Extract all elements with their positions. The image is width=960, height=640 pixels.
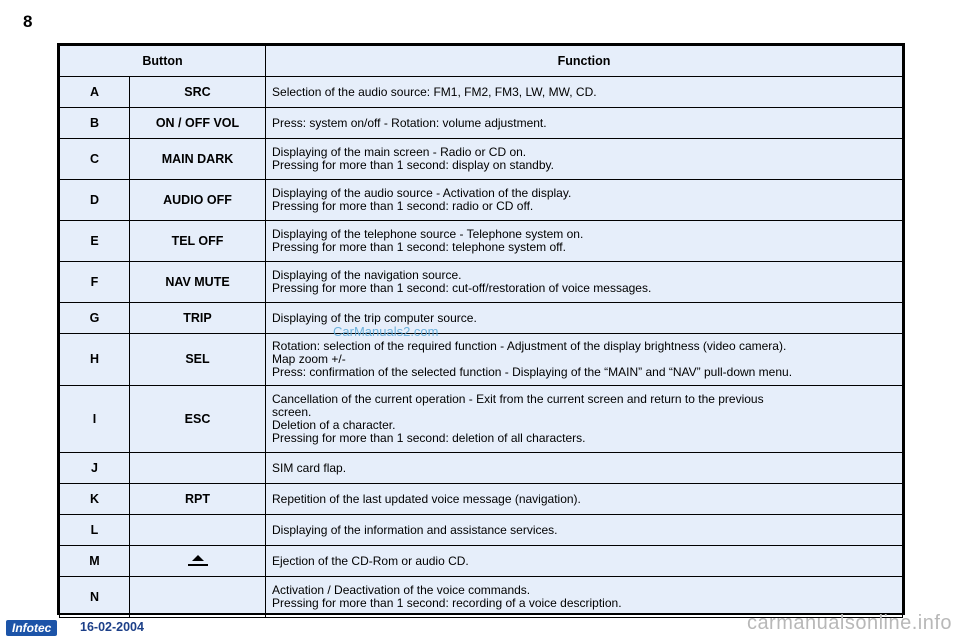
row-letter: I (60, 386, 130, 453)
eject-icon (188, 555, 208, 567)
row-function: Displaying of the trip computer source. (266, 303, 903, 334)
row-function: Selection of the audio source: FM1, FM2, FM3, LW, MW, CD. (266, 77, 903, 108)
row-button-name (130, 577, 266, 618)
row-button-name: ON / OFF VOL (130, 108, 266, 139)
row-letter: H (60, 334, 130, 386)
table-row (60, 546, 903, 577)
infotec-logo: Infotec (6, 620, 57, 636)
row-letter: N (60, 577, 130, 618)
row-button-name: ESC (130, 386, 266, 453)
row-letter: E (60, 221, 130, 262)
row-button-name: MAIN DARK (130, 139, 266, 180)
row-button-name: SEL (130, 334, 266, 386)
row-function: Activation / Deactivation of the voice commands. Pressing for more than 1 second: recording of a voice description. (266, 577, 903, 618)
row-function: Rotation: selection of the required function - Adjustment of the display brightness (video camera). Map zoom +/- Press: confirmation of the selected function - Displaying of the “MAIN” and “NAV” pull-down menu. (266, 334, 903, 386)
row-button-name: RPT (130, 484, 266, 515)
row-button-name: TRIP (130, 303, 266, 334)
row-function: Press: system on/off - Rotation: volume adjustment. (266, 108, 903, 139)
table-row (60, 453, 903, 484)
header-button: Button (60, 46, 266, 77)
row-button-name (130, 453, 266, 484)
row-function: Ejection of the CD-Rom or audio CD. (266, 546, 903, 577)
row-button-name: SRC (130, 77, 266, 108)
footer-date: 16-02-2004 (80, 620, 144, 634)
watermark-text: CarManuals2.com (333, 324, 439, 339)
table-row (60, 108, 903, 139)
row-function: Displaying of the navigation source. Pressing for more than 1 second: cut-off/restoration of voice messages. (266, 262, 903, 303)
table-row (60, 221, 903, 262)
row-letter: F (60, 262, 130, 303)
header-function: Function (266, 46, 903, 77)
table-row (60, 180, 903, 221)
row-button-name (130, 546, 266, 577)
row-button-name: TEL OFF (130, 221, 266, 262)
table-header-row (60, 46, 903, 77)
row-function: Displaying of the audio source - Activation of the display. Pressing for more than 1 second: radio or CD off. (266, 180, 903, 221)
row-function: Displaying of the telephone source - Telephone system on. Pressing for more than 1 second: telephone system off. (266, 221, 903, 262)
row-letter: A (60, 77, 130, 108)
row-letter: L (60, 515, 130, 546)
row-button-name (130, 515, 266, 546)
button-function-table (57, 43, 905, 615)
table-row (60, 515, 903, 546)
row-button-name: AUDIO OFF (130, 180, 266, 221)
row-letter: M (60, 546, 130, 577)
row-letter: B (60, 108, 130, 139)
row-button-name: NAV MUTE (130, 262, 266, 303)
table-row (60, 386, 903, 453)
table-row (60, 484, 903, 515)
row-function: Cancellation of the current operation - Exit from the current screen and return to the previous screen. Deletion of a character. Pressing for more than 1 second: deletion of all characters. (266, 386, 903, 453)
row-letter: C (60, 139, 130, 180)
table-row (60, 334, 903, 386)
row-function: Displaying of the main screen - Radio or CD on. Pressing for more than 1 second: display on standby. (266, 139, 903, 180)
table-row (60, 262, 903, 303)
row-letter: D (60, 180, 130, 221)
table-row (60, 139, 903, 180)
table-row (60, 303, 903, 334)
row-function: Repetition of the last updated voice message (navigation). (266, 484, 903, 515)
row-function: Displaying of the information and assistance services. (266, 515, 903, 546)
row-letter: G (60, 303, 130, 334)
row-letter: J (60, 453, 130, 484)
footer-site-watermark: carmanualsonline.info (746, 612, 952, 634)
table-row (60, 77, 903, 108)
row-letter: K (60, 484, 130, 515)
row-function: SIM card flap. (266, 453, 903, 484)
page-number: 8 (23, 12, 33, 31)
